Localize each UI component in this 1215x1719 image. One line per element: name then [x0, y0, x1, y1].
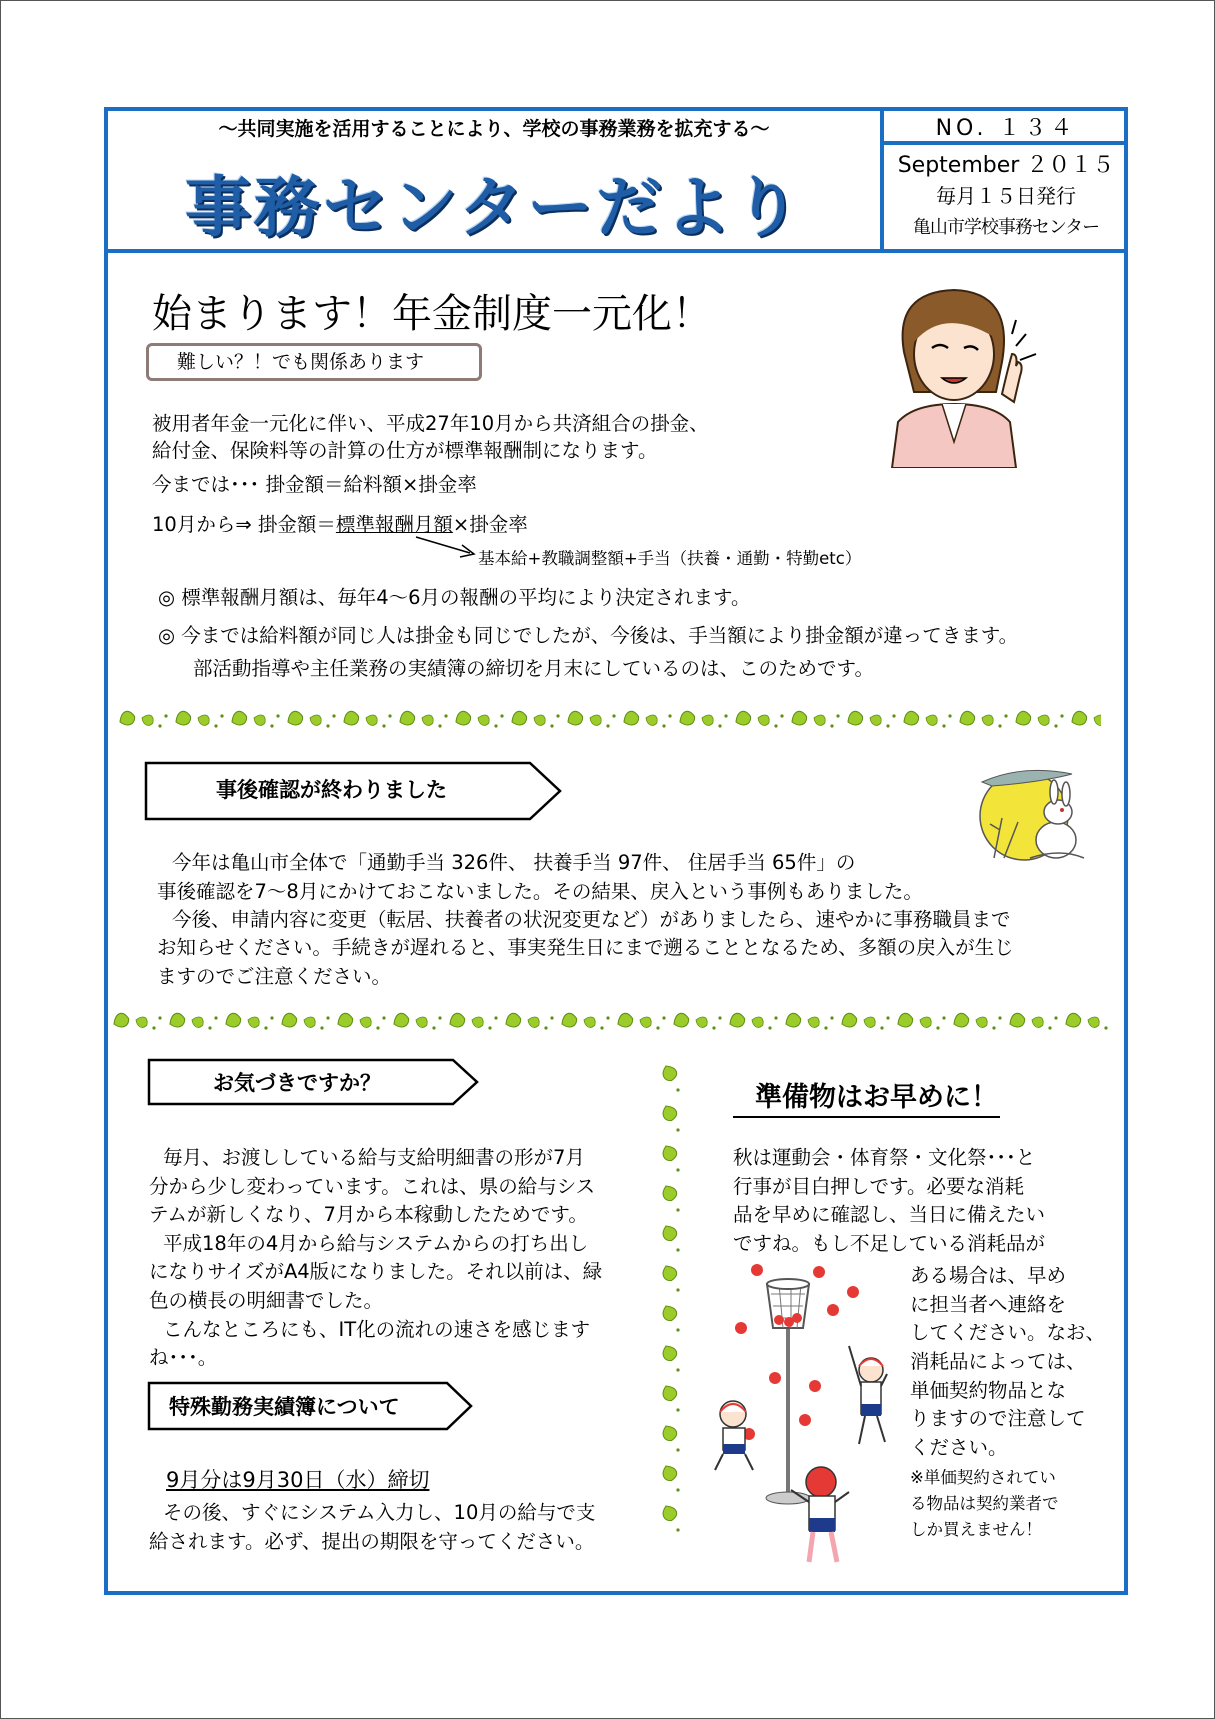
leaf-icon: [1030, 1015, 1045, 1030]
formula-after-term: 標準報酬月額: [335, 513, 453, 536]
supplies-line4: ですね。もし不足している消耗品が: [733, 1232, 1046, 1255]
leaf-dot: [998, 724, 1001, 727]
header-subtitle: ～共同実施を活用することにより、学校の事務業務を拡充する～: [218, 118, 770, 140]
notice-line2: 分から少し変わっています。これは、県の給与シス: [149, 1175, 596, 1198]
leaf-icon: [661, 1503, 679, 1522]
leaf-icon: [1063, 1011, 1082, 1029]
leaf-icon: [526, 1015, 541, 1030]
leaf-dot: [774, 724, 777, 727]
supplies-note3: しか買えません！: [910, 1520, 1042, 1539]
supplies-line11: ください。: [910, 1436, 1008, 1459]
leaf-icon: [173, 709, 192, 727]
leaf-dot: [886, 1016, 889, 1019]
leaf-icon: [476, 713, 491, 728]
leaf-icon: [951, 1011, 970, 1029]
pension-note3: 部活動指導や主任業務の実績簿の締切を月末にしているのは、このためです。: [193, 657, 874, 680]
leaf-icon: [638, 1015, 653, 1030]
leaf-icon: [341, 709, 360, 727]
header-divider: [104, 249, 1128, 253]
leaf-dot: [432, 1026, 435, 1029]
leaf-dot: [494, 724, 497, 727]
leaf-dot: [936, 1026, 939, 1029]
issue-info: [884, 150, 1128, 243]
leaf-icon: [615, 1011, 634, 1029]
leaf-icon: [532, 713, 547, 728]
leaf-icon: [391, 1011, 410, 1029]
leaf-dot: [606, 724, 609, 727]
leaf-icon: [806, 1015, 821, 1030]
leaf-dot: [164, 714, 167, 717]
notice-line6: 色の横長の明細書でした。: [149, 1289, 384, 1312]
leaf-icon: [661, 1103, 679, 1122]
leaf-icon: [661, 1303, 679, 1322]
supplies-note2: る物品は契約業者で: [910, 1494, 1059, 1513]
leaf-dot: [382, 724, 385, 727]
leaf-icon: [1086, 1015, 1101, 1030]
leaf-icon: [117, 709, 136, 727]
followup-line5: ますのでご注意ください。: [157, 965, 392, 988]
pension-tagline: 難しい？！でも関係あります: [146, 343, 482, 381]
leaf-icon: [644, 713, 659, 728]
leaf-dot: [836, 714, 839, 717]
leaf-icon: [661, 1223, 679, 1242]
leaf-dot: [550, 1016, 553, 1019]
leaf-icon: [918, 1015, 933, 1030]
leaf-dot: [1048, 1026, 1051, 1029]
leaf-dot: [488, 1026, 491, 1029]
followup-line3: 今後、申請内容に変更（転居、扶養者の状況変更など）がありましたら、速やかに事務職員まで: [172, 908, 1011, 931]
supplies-line2: 行事が目白押しです。必要な消耗: [733, 1175, 1024, 1198]
leaf-icon: [565, 709, 584, 727]
leaf-dot: [544, 1026, 547, 1029]
leaf-icon: [661, 1143, 679, 1162]
leaf-icon: [364, 713, 379, 728]
formula-after-pre: 掛金額＝: [257, 513, 336, 536]
leaf-divider: [110, 1008, 1110, 1036]
supplies-line6: に担当者へ連絡を: [910, 1293, 1067, 1316]
leaf-icon: [694, 1015, 709, 1030]
leaf-dot: [158, 724, 161, 727]
leaf-dot: [676, 1368, 679, 1371]
leaf-icon: [661, 1463, 679, 1482]
leaf-dot: [158, 1016, 161, 1019]
leaf-dot: [942, 1016, 945, 1019]
formula-before: [152, 469, 477, 497]
leaf-dot: [332, 714, 335, 717]
leaf-icon: [279, 1011, 298, 1029]
leaf-dot: [668, 714, 671, 717]
leaf-dot: [320, 1026, 323, 1029]
leaf-dot: [500, 714, 503, 717]
leaf-dot: [948, 714, 951, 717]
leaf-icon: [924, 713, 939, 728]
leaf-icon: [868, 713, 883, 728]
followup-heading: 事後確認が終わりました: [216, 778, 447, 802]
leaf-icon: [509, 709, 528, 727]
leaf-icon: [756, 713, 771, 728]
supplies-line5: ある場合は、早め: [910, 1264, 1067, 1287]
leaf-icon: [503, 1011, 522, 1029]
leaf-dot: [214, 1016, 217, 1019]
leaf-icon: [167, 1011, 186, 1029]
leaf-dot: [676, 1408, 679, 1411]
leaf-divider: [116, 706, 1101, 734]
supplies-line3: 品を早めに確認し、当日に備えたい: [733, 1203, 1046, 1226]
leaf-dot: [326, 1016, 329, 1019]
formula-after-prefix: 10月から⇒: [152, 513, 252, 536]
leaf-icon: [671, 1011, 690, 1029]
supplies-heading: 準備物はお早めに！: [733, 1075, 1000, 1118]
term-breakdown: 基本給+教職調整額+手当（扶養・通勤・特勤etc）: [478, 549, 862, 568]
leaf-icon: [1007, 1011, 1026, 1029]
leaf-dot: [1104, 1026, 1107, 1029]
leaf-icon: [308, 713, 323, 728]
publisher-name: 亀山市学校事務センター: [912, 217, 1100, 238]
issue-frequency: 毎月１５日発行: [936, 184, 1076, 208]
leaf-icon: [414, 1015, 429, 1030]
notice-banner: [147, 1058, 479, 1106]
leaf-icon: [812, 713, 827, 728]
leaf-dot: [824, 1026, 827, 1029]
leaf-icon: [1092, 713, 1101, 728]
special-duty-banner: [147, 1381, 473, 1431]
leaf-dot: [264, 1026, 267, 1029]
leaf-icon: [621, 709, 640, 727]
leaf-dot: [382, 1016, 385, 1019]
supplies-line1: 秋は運動会・体育祭・文化祭･･･と: [733, 1146, 1036, 1169]
woman-illustration: [884, 282, 1044, 468]
leaf-icon: [661, 1183, 679, 1202]
leaf-icon: [447, 1011, 466, 1029]
leaf-dot: [214, 724, 217, 727]
notice-line7: こんなところにも、IT化の流れの速さを感じます: [163, 1318, 591, 1341]
formula-after-post: ×掛金率: [452, 513, 528, 536]
leaf-dot: [1054, 724, 1057, 727]
leaf-dot: [556, 714, 559, 717]
followup-line1: 今年は亀山市全体で「通勤手当 326件、 扶養手当 97件、 住居手当 65件」の: [172, 851, 856, 874]
leaf-dot: [676, 1088, 679, 1091]
leaf-dot: [942, 724, 945, 727]
leaf-icon: [980, 713, 995, 728]
pension-note2: ◎ 今までは給料額が同じ人は掛金も同じでしたが、今後は、手当額により掛金額が違ってきます。: [158, 624, 1019, 647]
leaf-icon: [285, 709, 304, 727]
leaf-icon: [789, 709, 808, 727]
leaf-icon: [470, 1015, 485, 1030]
leaf-icon: [661, 1063, 679, 1082]
leaf-icon: [229, 709, 248, 727]
leaf-icon: [661, 1263, 679, 1282]
leaf-dot: [676, 1248, 679, 1251]
supplies-line8: 消耗品によっては、: [910, 1350, 1086, 1373]
leaf-icon: [588, 713, 603, 728]
leaf-icon: [895, 1011, 914, 1029]
leaf-dot: [724, 714, 727, 717]
leaf-dot: [662, 724, 665, 727]
leaf-dot: [1054, 1016, 1057, 1019]
leaf-icon: [134, 1015, 149, 1030]
leaf-dot: [892, 714, 895, 717]
leaf-dot: [676, 1448, 679, 1451]
leaf-dot: [270, 1016, 273, 1019]
pension-intro-line1: 被用者年金一元化に伴い、平成27年10月から共済組合の掛金、: [152, 412, 709, 435]
special-duty-line1: その後、すぐにシステム入力し、10月の給与で支: [163, 1501, 596, 1524]
leaf-dot: [494, 1016, 497, 1019]
leaf-dot: [656, 1026, 659, 1029]
leaf-dot: [780, 714, 783, 717]
leaf-icon: [190, 1015, 205, 1030]
leaf-dot: [992, 1026, 995, 1029]
leaf-icon: [302, 1015, 317, 1030]
leaf-dot: [662, 1016, 665, 1019]
leaf-dot: [676, 1488, 679, 1491]
leaf-dot: [208, 1026, 211, 1029]
leaf-icon: [196, 713, 211, 728]
pension-heading: 始まります！年金制度一元化！: [152, 291, 712, 337]
supplies-line9: 単価契約物品とな: [910, 1379, 1067, 1402]
leaf-dot: [152, 1026, 155, 1029]
leaf-icon: [335, 1011, 354, 1029]
supplies-line7: してください。なお、: [910, 1321, 1106, 1344]
leaf-icon: [453, 709, 472, 727]
leaf-icon: [750, 1015, 765, 1030]
leaf-icon: [901, 709, 920, 727]
formula-after: [152, 509, 528, 537]
leaf-dot: [676, 1528, 679, 1531]
leaf-icon: [957, 709, 976, 727]
leaf-dot: [676, 1288, 679, 1291]
leaf-icon: [845, 709, 864, 727]
leaf-dot: [676, 1128, 679, 1131]
leaf-icon: [700, 713, 715, 728]
leaf-icon: [661, 1383, 679, 1402]
leaf-icon: [582, 1015, 597, 1030]
leaf-icon: [140, 713, 155, 728]
supplies-note1: ※単価契約されてい: [910, 1468, 1056, 1487]
leaf-dot: [774, 1016, 777, 1019]
followup-line2: 事後確認を7～8月にかけておこないました。その結果、戻入という事例もありました。: [157, 880, 923, 903]
leaf-dot: [612, 714, 615, 717]
leaf-dot: [376, 1026, 379, 1029]
leaf-dot: [1004, 714, 1007, 717]
leaf-dot: [718, 1016, 721, 1019]
leaf-icon: [358, 1015, 373, 1030]
leaf-icon: [1069, 709, 1088, 727]
formula-before-prefix: 今までは･･･: [152, 473, 260, 496]
leaf-dot: [676, 1328, 679, 1331]
masthead-title: 事務センターだより: [184, 169, 804, 246]
breakdown-arrow-icon: [414, 535, 480, 563]
notice-line3: テムが新しくなり、7月から本稼動したためです。: [149, 1203, 588, 1226]
leaf-dot: [388, 714, 391, 717]
leaf-icon: [862, 1015, 877, 1030]
leaf-dot: [886, 724, 889, 727]
leaf-dot: [830, 1016, 833, 1019]
leaf-icon: [559, 1011, 578, 1029]
leaf-dot: [550, 724, 553, 727]
leaf-icon: [111, 1011, 130, 1029]
pension-intro-line2: 給付金、保険料等の計算の仕方が標準報酬制になります。: [152, 439, 658, 462]
leaf-icon: [397, 709, 416, 727]
supplies-line10: りますので注意して: [910, 1407, 1086, 1430]
special-duty-deadline: 9月分は9月30日（水）締切: [166, 1468, 430, 1492]
leaf-icon: [839, 1011, 858, 1029]
leaf-icon: [252, 713, 267, 728]
leaf-icon: [727, 1011, 746, 1029]
leaf-icon: [677, 709, 696, 727]
pension-note1: ◎ 標準報酬月額は、毎年4～6月の報酬の平均により決定されます。: [158, 586, 751, 609]
special-duty-heading: 特殊勤務実績簿について: [169, 1395, 400, 1419]
leaf-icon: [974, 1015, 989, 1030]
leaf-dot: [220, 714, 223, 717]
leaf-dot: [830, 724, 833, 727]
leaf-dot: [768, 1026, 771, 1029]
issue-number: NO. １３４: [935, 116, 1077, 141]
issue-date: September ２０１５: [897, 153, 1115, 178]
leaf-icon: [420, 713, 435, 728]
leaf-dot: [606, 1016, 609, 1019]
leaf-icon: [246, 1015, 261, 1030]
special-duty-line2: 給されます。必ず、提出の期限を守ってください。: [149, 1530, 595, 1553]
leaf-icon: [661, 1423, 679, 1442]
leaf-icon: [223, 1011, 242, 1029]
leaf-dot: [880, 1026, 883, 1029]
leaf-dot: [438, 724, 441, 727]
leaf-dot: [998, 1016, 1001, 1019]
notice-line1: 毎月、お渡ししている給与支給明細書の形が7月: [163, 1146, 585, 1169]
leaf-dot: [326, 724, 329, 727]
leaf-divider-vertical: [660, 1058, 688, 1548]
leaf-dot: [600, 1026, 603, 1029]
notice-heading: お気づきですか？: [213, 1071, 381, 1095]
leaf-dot: [444, 714, 447, 717]
leaf-dot: [438, 1016, 441, 1019]
followup-banner: [144, 761, 562, 821]
notice-line8: ね･･･。: [149, 1346, 218, 1369]
notice-line4: 平成18年の4月から給与システムからの打ち出し: [163, 1232, 589, 1255]
leaf-icon: [661, 1343, 679, 1362]
leaf-icon: [783, 1011, 802, 1029]
leaf-icon: [733, 709, 752, 727]
leaf-dot: [270, 724, 273, 727]
leaf-dot: [1060, 714, 1063, 717]
leaf-dot: [712, 1026, 715, 1029]
leaf-dot: [676, 1208, 679, 1211]
moon-rabbit-illustration: [974, 760, 1086, 868]
leaf-dot: [276, 714, 279, 717]
leaf-icon: [1036, 713, 1051, 728]
ball-toss-illustration: [705, 1262, 905, 1572]
followup-line4: お知らせください。手続きが遅れると、事実発生日にまで遡ることとなるため、多額の戻入が生じ: [157, 936, 1014, 959]
leaf-dot: [718, 724, 721, 727]
formula-before-body: 掛金額＝給料額×掛金率: [265, 473, 477, 496]
leaf-icon: [1013, 709, 1032, 727]
leaf-dot: [676, 1168, 679, 1171]
notice-line5: になりサイズがA4版になりました。それ以前は、緑: [149, 1260, 603, 1283]
